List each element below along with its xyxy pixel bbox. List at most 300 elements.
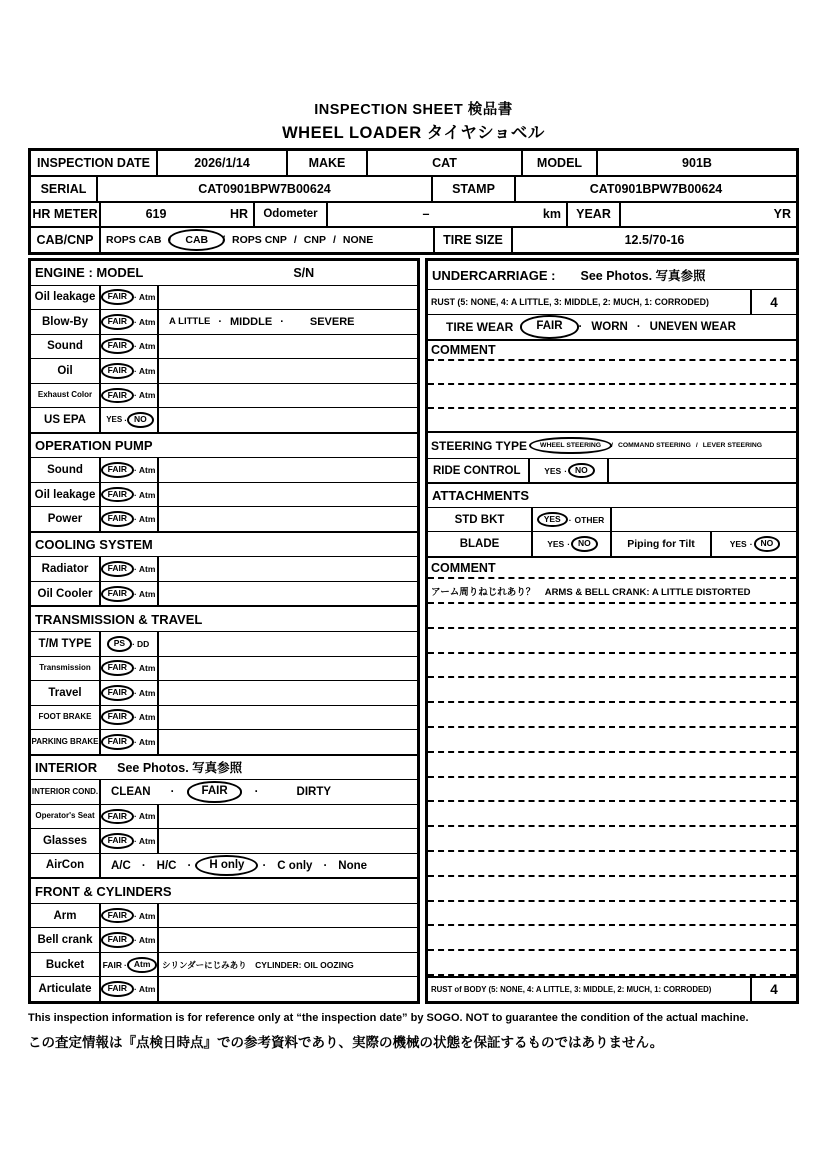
left-column [28,258,420,1004]
circled-option: FAIR [101,511,134,527]
section-title: TRANSMISSION & TRAVEL [35,611,203,627]
comment-line [428,753,796,778]
row-bell-crank [31,927,417,952]
note-cell [159,904,417,928]
comment-line [428,728,796,753]
option: LEVER STEERING [702,442,763,449]
row-tire-wear [428,314,796,339]
comment-line [428,703,796,728]
row-blade [428,531,796,556]
comment-line [428,778,796,803]
stamp-value: CAT0901BPW7B00624 [589,181,723,196]
row-label: Operator's Seat [31,805,101,829]
circled-option: NO [754,536,781,552]
circled-option: FAIR [101,809,134,825]
row-glasses [31,828,417,853]
inspection-date-value: 2026/1/14 [158,151,288,175]
option: Atm [138,835,156,846]
rating-cell [101,483,159,507]
section-interior [31,754,417,780]
note-cell [159,384,417,408]
comment-label: COMMENT [431,560,496,575]
row-label: Oil [31,359,101,383]
option-separator: / [222,234,226,247]
option-separator: · [564,465,568,476]
option: SEVERE [309,315,355,328]
option: C only [277,859,313,872]
option-separator: · [134,910,137,921]
option-separator: · [134,663,137,674]
option-separator: · [262,859,267,872]
row-label: Travel [31,681,101,705]
section-attachments [428,482,796,507]
option-separator: · [134,465,137,476]
options-cell [513,315,796,339]
section-front-cylinders [31,877,417,903]
option-separator: · [124,959,127,970]
option: CNP [303,234,326,247]
row-label: RIDE CONTROL [428,459,530,482]
row-label: Arm [31,904,101,928]
option: NONE [342,234,374,247]
note-options [159,310,417,334]
row-label: AirCon [31,854,101,878]
comment-text-row [428,579,796,604]
option-separator: · [124,414,128,425]
comment-line [428,678,796,703]
option-separator: · [134,687,137,698]
option: Atm [138,663,156,674]
note-cell [159,730,417,754]
odometer-value: – [422,207,430,222]
note-cell [159,408,417,432]
option-separator: · [132,638,135,649]
right-column [425,258,799,1004]
section-title: COOLING SYSTEM [35,537,153,553]
option: DD [136,638,150,649]
options-cell [101,854,417,878]
option-separator: · [141,859,146,872]
option-separator: / [611,442,613,449]
option-separator: · [134,564,137,575]
rating-cell [101,706,159,730]
odometer-unit: km [524,203,568,227]
circled-option: PS [107,636,132,652]
circled-option: FAIR [101,388,134,404]
note-cell [159,286,417,310]
option: Atm [138,687,156,698]
circled-option: FAIR [101,981,134,997]
note-cell [159,458,417,482]
note-cell [159,557,417,581]
option: Atm [138,341,156,352]
comment-line [428,629,796,654]
rating-cell [101,582,159,606]
circled-option: NO [568,463,595,479]
option: Atm [138,588,156,599]
option-separator: · [567,539,571,549]
rating-cell [101,359,159,383]
page-title: INSPECTION SHEET 検品書 [314,102,513,118]
option: Atm [138,712,156,723]
row-std-bkt [428,507,796,531]
see-photos-note: See Photos. 写真参照 [117,761,243,776]
circled-option: YES [537,512,568,528]
row-radiator [31,556,417,581]
options-cell [533,532,612,556]
section-title: OPERATION PUMP [35,437,153,453]
section-title: ENGINE : MODEL [35,265,144,281]
option: Atm [138,564,156,575]
row-label: TIRE WEAR [446,320,514,334]
option-separator: · [134,588,137,599]
page-subtitle: WHEEL LOADER タイヤショベル [282,124,545,142]
rust-scale-label: RUST (5: NONE, 4: A LITTLE, 3: MIDDLE, 2: MUCH, 1: CORRODED) [431,297,709,307]
option-separator: · [254,785,259,798]
note-cell [159,977,417,1001]
section-cooling-system [31,531,417,557]
spacer-cell [609,459,796,482]
comment-line [428,654,796,679]
circled-option: FAIR [101,561,134,577]
note-cell [159,483,417,507]
disclaimer-en: This inspection information is for reference only at “the inspection date” by SOGO. NOT to guarantee the condition of the actual machine. [28,1012,749,1024]
row-rust-of-body [428,976,796,1001]
rating-cell [101,557,159,581]
rating-cell [101,928,159,952]
option-separator: · [749,539,753,549]
option: OTHER [574,514,605,525]
header-row-4 [31,226,796,252]
row-label: Radiator [31,557,101,581]
option-separator: · [134,365,137,376]
options-cell [712,532,796,556]
note-cell [159,359,417,383]
row-operators-seat [31,804,417,829]
comment-text: アーム周りねじれあり？ ARMS & BELL CRANK: A LITTLE DISTORTED [431,586,751,598]
row-pump-oil-leakage [31,482,417,507]
section-title: ATTACHMENTS [432,488,530,503]
row-oil-leakage [31,285,417,310]
comment-header [428,556,796,579]
rating-cell [101,681,159,705]
model-label: MODEL [523,151,598,175]
comment-header [428,339,796,361]
row-label: Oil leakage [31,483,101,507]
disclaimer-ja: この査定情報は『点検日時点』での参考資料であり、実際の機械の状態を保証するものではありません。 [28,1035,664,1050]
row-label: Bell crank [31,928,101,952]
option: ROPS CNP [232,234,287,247]
circled-option: FAIR [101,908,134,924]
rating-cell [101,310,159,334]
row-rust [428,289,796,314]
option-separator: · [134,390,137,401]
cab-cnp-options [101,228,435,252]
rating-cell [101,384,159,408]
row-arm [31,903,417,928]
circled-option: NO [571,536,598,552]
option-separator: · [134,514,137,525]
circled-option: NO [127,412,154,428]
row-label: US EPA [31,408,101,432]
option: MIDDLE [230,315,273,328]
option: A/C [111,859,131,872]
option: Atm [138,365,156,376]
option-separator: · [134,935,137,946]
option: YES [106,415,123,425]
comment-line [428,604,796,629]
circled-option: FAIR [101,289,134,305]
inspection-date-label: INSPECTION DATE [31,151,158,175]
options-cell [533,508,612,531]
circled-option: FAIR [101,462,134,478]
row-label: FOOT BRAKE [31,706,101,730]
option: H/C [156,859,177,872]
option-separator: · [134,292,137,303]
option: Atm [138,465,156,476]
hr-unit: HR [211,203,255,227]
make-label: MAKE [288,151,368,175]
row-oil [31,358,417,383]
section-title: UNDERCARRIAGE : [432,267,556,283]
rating-cell [101,286,159,310]
header-row-1 [31,151,796,175]
row-label: Oil leakage [31,286,101,310]
option-separator: · [134,489,137,500]
see-photos-note: See Photos. 写真参照 [580,269,706,283]
rating-cell [101,408,159,432]
option-separator: · [134,316,137,327]
row-label: PARKING BRAKE [31,730,101,754]
year-unit: YR [773,207,791,222]
circled-option: CAB [168,229,225,251]
section-transmission-travel [31,605,417,631]
rating-cell [101,805,159,829]
row-parking-brake [31,729,417,754]
section-title: FRONT & CYLINDERS [35,883,172,899]
note-cell [159,805,417,829]
option-separator: · [134,984,137,995]
option-separator: / [293,234,297,247]
option-separator: · [578,321,583,333]
row-tm-type [31,631,417,656]
comment-line-row [428,361,796,385]
year-label: YEAR [568,203,621,227]
option-separator: / [332,234,336,247]
note-cell [159,632,417,656]
circled-option: FAIR [101,932,134,948]
option: YES [729,539,747,549]
section-engine [31,261,417,285]
row-power [31,506,417,531]
options-cell [530,459,609,482]
section-undercarriage [428,261,796,289]
row-label: Sound [31,335,101,359]
comment-line [428,827,796,852]
circled-option: FAIR [187,781,241,802]
option: DIRTY [296,785,332,798]
circled-option: FAIR [101,487,134,503]
option-separator: / [695,442,698,449]
row-label: Oil Cooler [31,582,101,606]
row-label: STEERING TYPE [431,438,528,453]
circled-option: FAIR [101,734,134,750]
option: A LITTLE [169,316,211,328]
option-separator: / [168,234,172,247]
rating-cell [101,829,159,853]
option: CLEAN [111,785,151,798]
option: Atm [138,910,156,921]
rating-cell [101,507,159,531]
note-cell [159,928,417,952]
option: FAIR [102,959,122,970]
row-label: Exhaust Color [31,384,101,408]
option-separator: · [134,811,137,822]
row-exhaust-color [31,383,417,408]
row-us-epa [31,407,417,432]
rust-body-score: 4 [750,978,796,1001]
make-value: CAT [368,151,523,175]
option-separator: · [134,341,137,352]
row-travel [31,680,417,705]
option-separator: · [134,835,137,846]
circled-option: FAIR [101,833,134,849]
row-transmission [31,656,417,681]
option: ROPS CAB [106,234,162,247]
tire-size-label: TIRE SIZE [435,228,513,252]
circled-option: FAIR [101,314,134,330]
stamp-label: STAMP [433,177,516,201]
row-foot-brake [31,705,417,730]
option: Atm [138,811,156,822]
row-label: T/M TYPE [31,632,101,656]
option-separator: · [134,736,137,747]
comment-line [428,852,796,877]
spacer-cell [612,508,796,531]
serial-label: SERIAL [31,177,98,201]
comment-blank-row [428,409,796,431]
option: YES [547,539,565,549]
circled-option: FAIR [520,315,578,338]
option: COMMAND STEERING [617,442,691,449]
sn-label: S/N [293,265,315,280]
row-ride-control [428,458,796,482]
rating-cell [101,657,159,681]
note-cell [159,829,417,853]
row-label: Power [31,507,101,531]
row-label: Sound [31,458,101,482]
section-title: INTERIOR [35,759,98,775]
option-separator: · [280,315,284,328]
option-separator: · [134,712,137,723]
comment-line [428,802,796,827]
option: Atm [138,390,156,401]
circled-option: FAIR [101,363,134,379]
option-separator: · [568,514,572,525]
section-operation-pump [31,432,417,458]
rating-cell [101,335,159,359]
row-label: BLADE [428,532,533,556]
header-row-2 [31,175,796,201]
header-row-3 [31,201,796,227]
row-label: Transmission [31,657,101,681]
rust-body-scale-label: RUST of BODY (5: NONE, 4: A LITTLE, 3: MIDDLE, 2: MUCH, 1: CORRODED) [431,985,712,994]
circled-option: FAIR [101,685,134,701]
circled-option: H only [195,855,258,876]
option: UNEVEN WEAR [649,321,736,333]
comment-label: COMMENT [431,343,496,357]
option: Atm [138,292,156,303]
row-sound [31,334,417,359]
circled-option: FAIR [101,660,134,676]
option: WORN [591,321,628,333]
rating-cell [101,458,159,482]
model-value: 901B [682,155,712,170]
option-separator: · [170,785,175,798]
hr-meter-label: HR METER [31,203,101,227]
rating-cell [101,730,159,754]
row-interior-cond [31,779,417,804]
circled-option: FAIR [101,586,134,602]
circled-option: Atm [127,957,158,973]
comment-lines-area [428,604,796,976]
comment-line [428,951,796,976]
row-blow-by [31,309,417,334]
note-cell [159,681,417,705]
row-oil-cooler [31,581,417,606]
row-label: STD BKT [428,508,533,531]
options-cell [101,780,417,804]
circled-option: FAIR [101,338,134,354]
serial-value: CAT0901BPW7B00624 [98,177,433,201]
option: Atm [138,514,156,525]
row-label: Glasses [31,829,101,853]
odometer-label: Odometer [255,203,328,227]
note-cell [159,582,417,606]
option: Atm [138,984,156,995]
options-cell [527,433,796,458]
comment-line-row [428,385,796,409]
row-steering-type [428,431,796,458]
row-pump-sound [31,457,417,482]
cab-cnp-label: CAB/CNP [31,228,101,252]
note-cell [159,335,417,359]
circled-option: FAIR [101,709,134,725]
rust-score: 4 [750,290,796,314]
row-bucket [31,952,417,977]
option: Atm [138,736,156,747]
note-cell: シリンダーにじみあり CYLINDER: OIL OOZING [162,959,354,970]
note-cell [159,507,417,531]
header-table [28,148,799,255]
rating-cell [101,977,159,1001]
option-separator: · [218,315,223,328]
row-aircon [31,853,417,878]
note-cell [159,657,417,681]
row-label: Bucket [31,953,101,977]
option: Atm [138,935,156,946]
hr-meter-value: 619 [145,207,167,222]
rating-cell [101,904,159,928]
row-label: INTERIOR COND. [31,780,101,804]
tire-size-value: 12.5/70-16 [624,233,685,248]
comment-line [428,877,796,902]
comment-line [428,902,796,927]
piping-for-tilt-label: Piping for Tilt [612,532,712,556]
rating-cell [101,632,159,656]
comment-line [428,926,796,951]
option: None [338,859,368,872]
